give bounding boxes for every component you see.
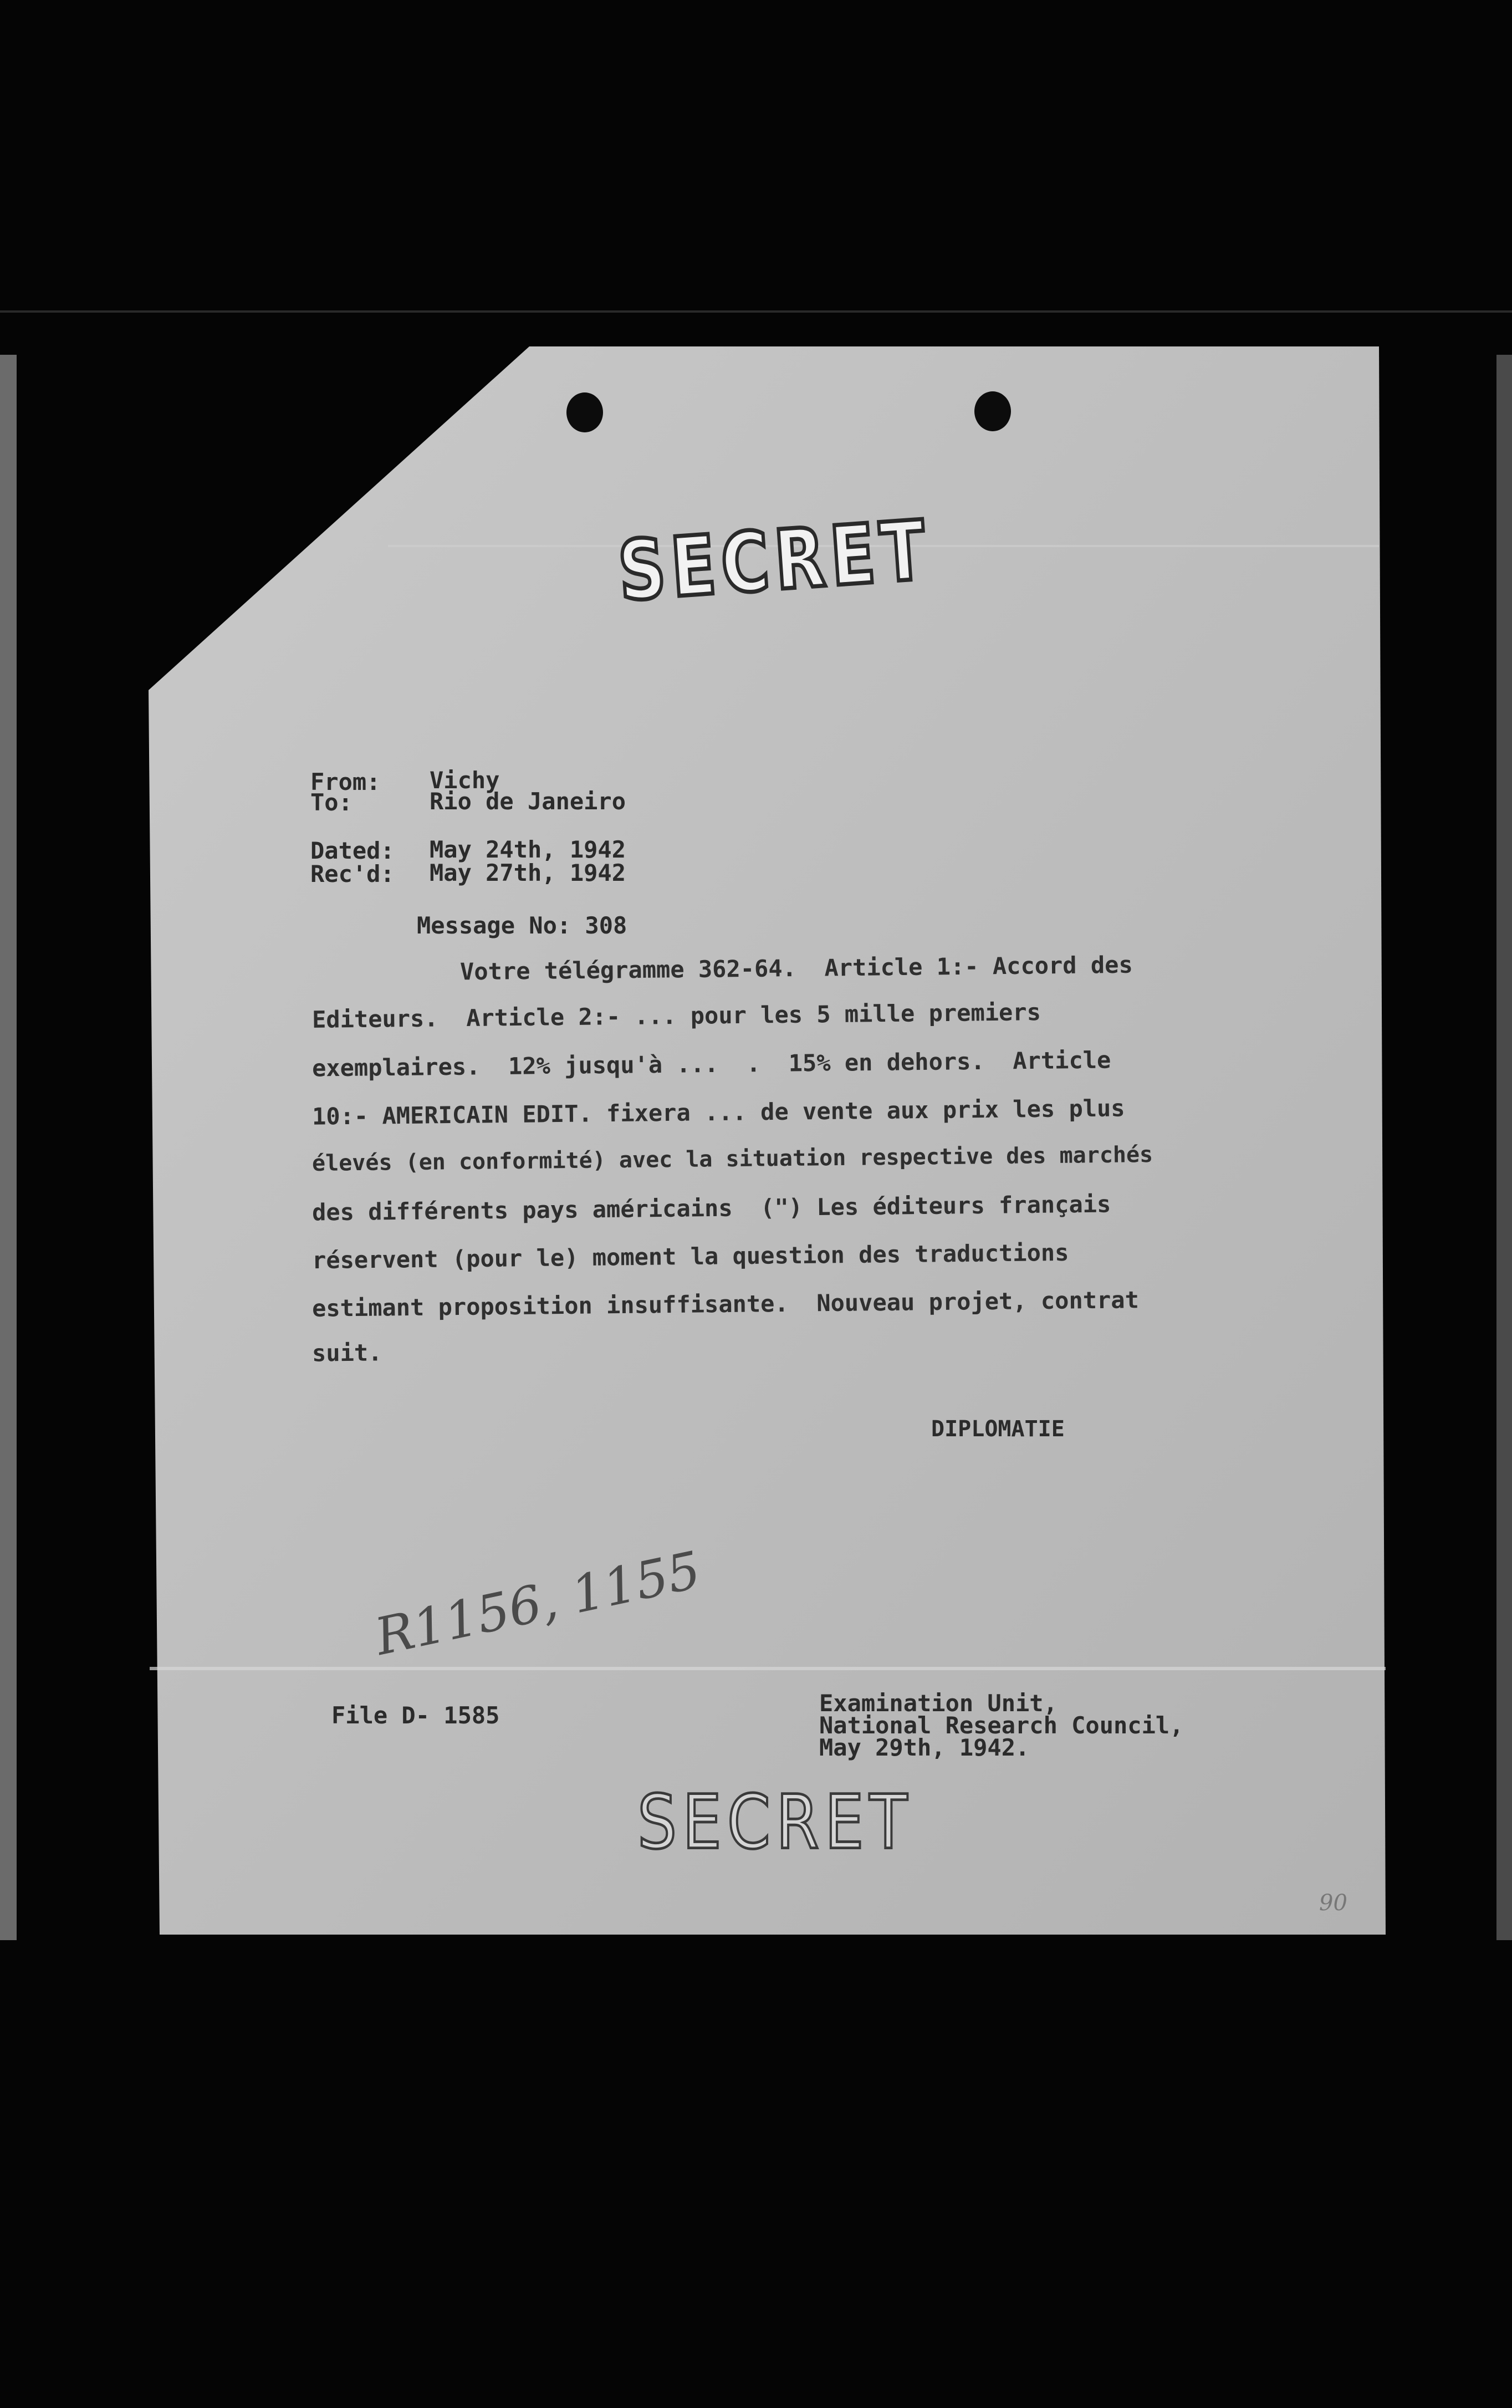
dated-label: Dated: (310, 837, 395, 864)
from-label: From: (310, 768, 381, 795)
punch-hole-left (566, 392, 603, 432)
footer-line-2: National Research Council, (819, 1712, 1184, 1739)
corner-mark: 90 (1319, 1890, 1347, 1916)
recd-value: May 27th, 1942 (430, 859, 626, 886)
body-line: Editeurs. Article 2:- ... pour les 5 mille premiers (311, 998, 1041, 1033)
body-line: Votre télégramme 362-64. Article 1:- Accord des (459, 951, 1133, 986)
body-line: des différents pays américains (") Les éditeurs français (311, 1190, 1111, 1226)
message-number: Message No: 308 (417, 912, 627, 939)
body-line: 10:- AMERICAIN EDIT. fixera ... de vente aux prix les plus (311, 1094, 1125, 1130)
dated-value: May 24th, 1942 (430, 836, 626, 863)
body-line: estimant proposition insuffisante. Nouveau projet, contrat (311, 1286, 1140, 1322)
body-line: réservent (pour le) moment la question des traductions (311, 1238, 1069, 1274)
to-label: To: (310, 789, 353, 816)
body-line: suit. (311, 1339, 382, 1367)
signature-diplomatie: DIPLOMATIE (931, 1416, 1065, 1442)
secret-stamp-bottom: SECRET (637, 1779, 913, 1866)
secret-stamp-top: SECRET (615, 502, 934, 620)
file-reference: File D- 1585 (331, 1702, 500, 1729)
body-line: exemplaires. 12% jusqu'à ... . 15% en dehors. Article (311, 1046, 1111, 1082)
footer-line-3: May 29th, 1942. (819, 1734, 1030, 1761)
body-line: élevés (en conformité) avec la situation respective des marchés (311, 1142, 1153, 1176)
footer-line-1: Examination Unit, (819, 1690, 1058, 1717)
to-value: Rio de Janeiro (430, 788, 626, 815)
handwritten-note: R1156, 1155 (370, 1540, 706, 1667)
punch-hole-right (974, 391, 1011, 431)
recd-label: Rec'd: (310, 860, 395, 887)
from-value: Vichy (430, 767, 500, 794)
